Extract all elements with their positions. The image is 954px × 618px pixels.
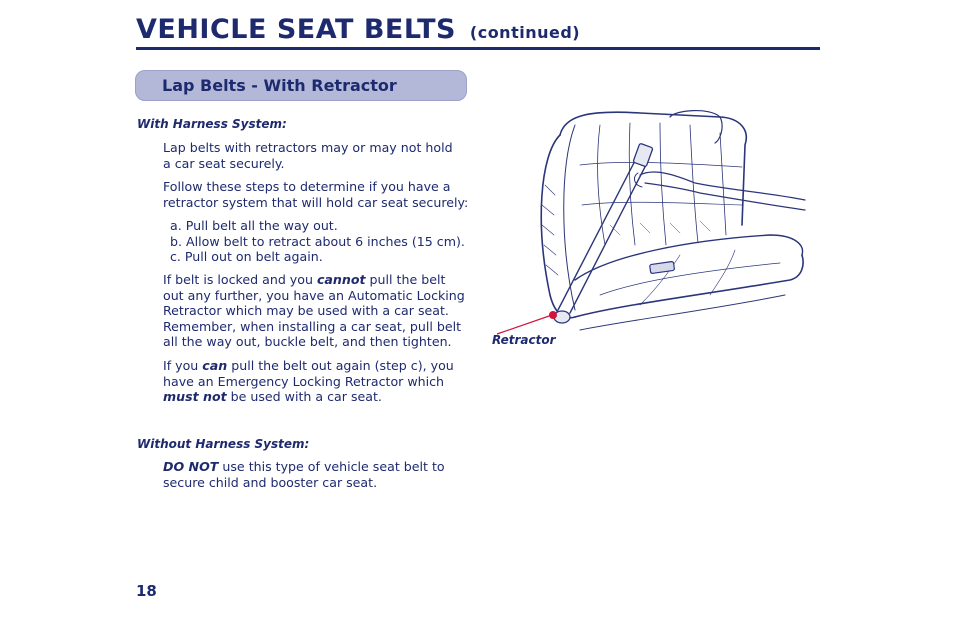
do-not-text: use this type of vehicle seat belt to secure child and booster car seat. [163,459,445,490]
para4-post: be used with a car seat. [226,389,382,404]
para2-line1: Follow these steps to determine if you have a [163,179,451,194]
page-number: 18 [136,582,157,600]
paragraph-follow-steps [163,179,473,210]
para2-line2: retractor system that will hold car seat securely: [163,194,469,210]
title-text: VEHICLE SEAT BELTS [136,14,456,45]
para4-mid: pull the belt out again (step c), you have an Emergency Locking Retractor which [163,358,454,389]
para3-pre: If belt is locked and you [163,272,317,287]
paragraph-lap-belts [163,140,473,171]
para4-emphasis-must-not: must not [163,389,227,404]
para3-emphasis: cannot [316,272,366,287]
retractor-label: Retractor [492,333,556,347]
steps-list [170,218,480,265]
subheading-without-harness: Without Harness System: [137,437,310,451]
para1-line1: Lap belts with retractors may or may not hold [163,140,453,155]
section-heading-pill [135,70,467,101]
paragraph-automatic-locking [163,272,468,350]
subheading-with-harness: With Harness System: [137,117,287,131]
paragraph-do-not [163,459,453,490]
step-c: c. Pull out on belt again. [170,249,323,264]
header-rule [136,47,820,50]
para4-pre: If you [163,358,203,373]
step-b: b. Allow belt to retract about 6 inches (15 cm). [170,233,465,249]
section-heading: Lap Belts - With Retractor [162,76,397,95]
para1-line2: a car seat securely. [163,155,285,171]
paragraph-emergency-locking [163,358,463,405]
para3-post: pull the belt out any further, you have an Automatic Locking Retractor which may be used with a car seat. Remember, when installing a car seat, pull belt all the way out, buckle belt, and then tighten. [163,272,465,349]
step-a: a. Pull belt all the way out. [170,218,338,233]
page-title [136,14,580,45]
callout-dot [549,311,557,319]
do-not-emphasis: DO NOT [163,459,219,474]
para4-emphasis-can: can [202,358,228,373]
page-header [136,14,820,50]
title-suffix: (continued) [469,23,581,42]
